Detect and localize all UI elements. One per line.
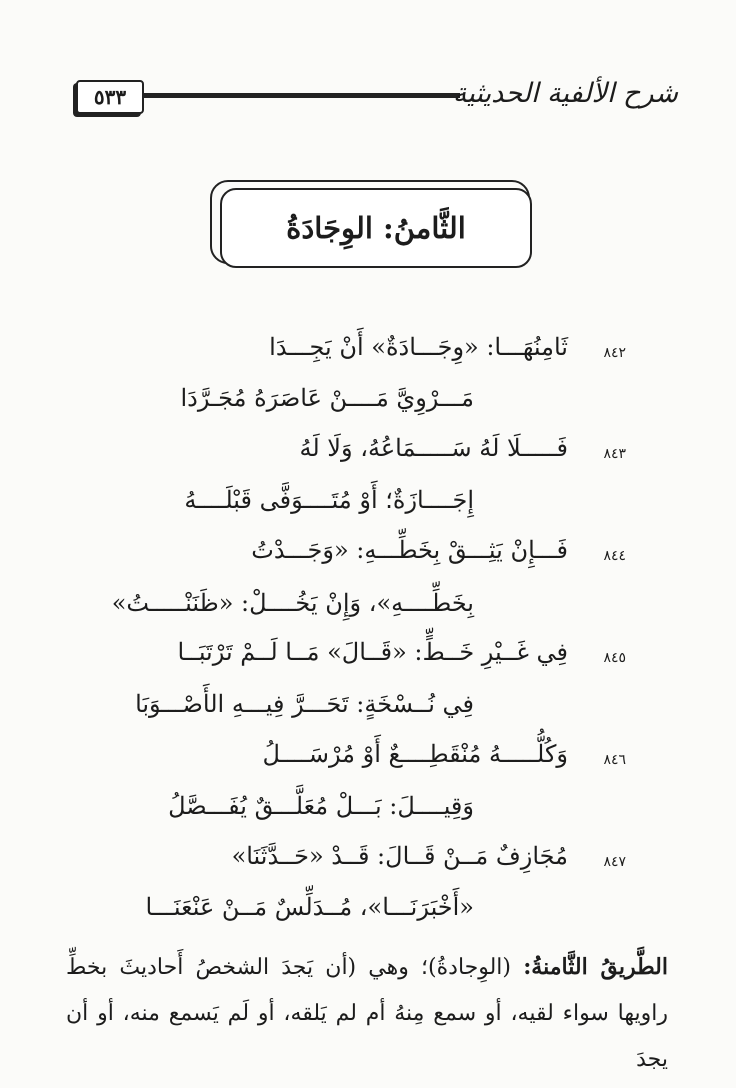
header-rule [142, 93, 460, 98]
verse-number: ٨٤٧ [603, 854, 626, 870]
chapter-title: الثَّامنُ: الوِجَادَةُ [286, 211, 466, 245]
verse-second-hemistich: فِي نُــسْخَةٍ: تَحَـــرَّ فِيـــهِ الأَصْـــوَبَا [135, 690, 474, 718]
verse-number: ٨٤٣ [603, 446, 626, 462]
running-title: شرح الألفية الحديثية [452, 78, 678, 109]
verse-number: ٨٤٥ [603, 650, 626, 666]
verse-first-hemistich: وَكُلُّـــــهُ مُنْقَطِــــعٌ أَوْ مُرْسَــــلُ [262, 740, 568, 768]
verse-number: ٨٤٦ [603, 752, 626, 768]
page-number: ٥٣٣ [76, 80, 144, 114]
commentary-paragraph [66, 944, 668, 1083]
chapter-box [220, 188, 532, 268]
commentary-text: (الوِجادةُ)؛ وهي (أن يَجدَ الشخصُ أَحاديثَ بخطِّ راويها سواء لقيه، أو سمع مِنهُ أم لم يَلقه، أو لَم يَسمع منه، أو أن يجدَ [66, 955, 668, 1072]
verse-second-hemistich: إِجَــــازَةٌ؛ أَوْ مُتَــــوَفَّى قَبْلَــــهُ [184, 486, 474, 514]
verse-second-hemistich: وَقِيــــلَ: بَـــلْ مُعَلَّـــقٌ يُفَـــصَّلُ [168, 792, 474, 820]
verse-first-hemistich: فَـــإِنْ يَثِـــقْ بِخَطِّـــهِ: «وَجَـــدْتُ [251, 536, 568, 564]
verse-second-hemistich: «أَخْبَرَنَـــا»، مُــدَلِّسٌ مَــنْ عَنْعَنَـــا [145, 893, 474, 921]
verse-number: ٨٤٢ [603, 345, 626, 361]
verse-second-hemistich: بِخَطِّــــهِ»، وَإِنْ يَخُــــلْ: «ظَنَنْـــــتُ» [111, 589, 474, 617]
verse-first-hemistich: مُجَازِفٌ مَــنْ قَــالَ: قَــدْ «حَــدَّثَنَا» [231, 842, 568, 870]
verse-first-hemistich: ثَامِنُهَـــا: «وِجَـــادَةٌ» أَنْ يَجِـــدَا [269, 333, 568, 361]
verse-number: ٨٤٤ [603, 548, 626, 564]
commentary-lead: الطَّريقُ الثَّامنةُ: [523, 954, 668, 980]
verse-second-hemistich: مَـــرْوِيَّ مَــــنْ عَاصَرَهُ مُجَـرَّدَا [180, 384, 474, 412]
verse-first-hemistich: فِي غَــيْرِ خَــطٍّ: «قَــالَ» مَــا لَــمْ تَرْتَبَــا [177, 638, 568, 666]
verse-first-hemistich: فَـــــلَا لَهُ سَـــــمَاعُهُ، وَلَا لَهُ [299, 434, 568, 462]
